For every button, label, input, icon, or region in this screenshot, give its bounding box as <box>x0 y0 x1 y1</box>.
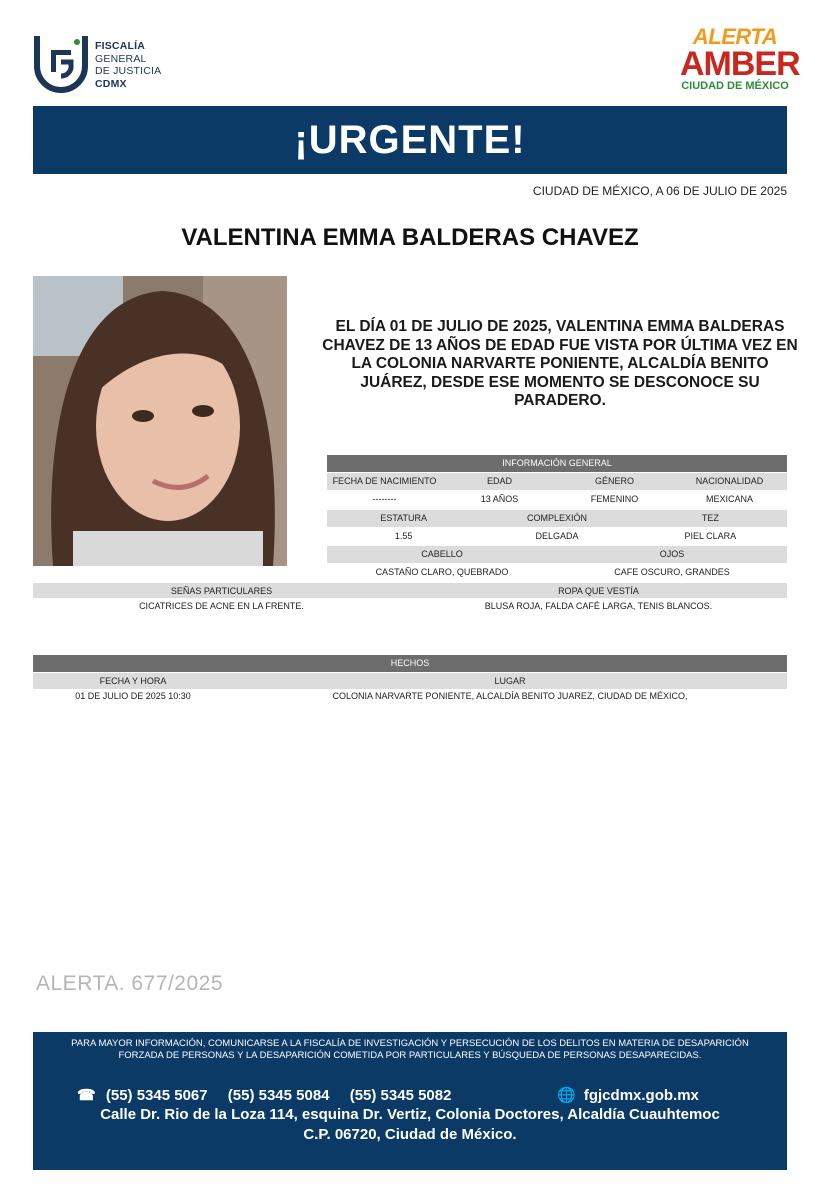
value-age: 13 AÑOS <box>480 494 519 504</box>
alerta-amber-logo <box>680 24 800 102</box>
label-build: COMPLEXIÓN <box>526 513 587 523</box>
label-birthdate: FECHA DE NACIMIENTO <box>332 476 437 486</box>
label-height: ESTATURA <box>380 513 427 523</box>
amber-line-1: ALERTA <box>692 24 778 49</box>
phone-1[interactable]: (55) 5345 5067 <box>105 1087 208 1104</box>
info-values-row-4 <box>33 598 787 615</box>
value-nationality: MEXICANA <box>705 494 753 504</box>
urgent-banner: ¡URGENTE! <box>33 106 787 174</box>
value-height: 1.55 <box>394 531 413 541</box>
label-nationality: NACIONALIDAD <box>695 476 764 486</box>
address <box>33 1105 787 1145</box>
org-line-4: CDMX <box>95 77 127 90</box>
label-clothing: ROPA QUE VESTÍA <box>558 586 639 596</box>
value-distinguishing-marks: CICATRICES DE ACNE EN LA FRENTE. <box>139 601 304 611</box>
org-line-3: DE JUSTICIA <box>95 65 162 77</box>
info-labels-row-3 <box>327 546 787 563</box>
label-place: LUGAR <box>494 676 526 686</box>
value-complexion: PIEL CLARA <box>684 531 737 541</box>
amber-line-2: AMBER <box>680 45 800 83</box>
label-distinguishing-marks: SEÑAS PARTICULARES <box>170 586 273 596</box>
value-place: COLONIA NARVARTE PONIENTE, ALCALDÍA BENITO JUAREZ, CIUDAD DE MÉXICO, <box>332 691 688 701</box>
value-gender: FEMENINO <box>590 494 639 504</box>
value-eyes: CAFE OSCURO, GRANDES <box>614 567 730 577</box>
value-hair: CASTAÑO CLARO, QUEBRADO <box>375 567 509 577</box>
address-line-1: Calle Dr. Rio de la Loza 114, esquina Dr. Vertiz, Colonia Doctores, Alcaldía Cuauhtemoc <box>100 1106 720 1123</box>
info-header: INFORMACIÓN GENERAL <box>327 455 787 472</box>
org-line-1: FISCALÍA <box>95 40 146 52</box>
hechos-values-row <box>33 689 787 704</box>
fgj-emblem-icon <box>33 32 89 94</box>
label-eyes: OJOS <box>659 549 685 559</box>
website-link[interactable]: fgjcdmx.gob.mx <box>583 1087 699 1104</box>
contact-footer <box>33 1032 787 1170</box>
value-birthdate: -------- <box>372 494 397 504</box>
hechos-header: HECHOS <box>33 655 787 672</box>
info-values-row-3 <box>327 564 787 581</box>
address-line-2: C.P. 06720, Ciudad de México. <box>303 1126 517 1143</box>
alert-number: ALERTA. 677/2025 <box>36 972 224 995</box>
dateline: CIUDAD DE MÉXICO, A 06 DE JULIO DE 2025 <box>532 184 787 198</box>
footer-disclaimer: PARA MAYOR INFORMACIÓN, COMUNICARSE A LA FISCALÍA DE INVESTIGACIÓN Y PERSECUCIÓN DE LOS DELITOS EN MATERIA DE DESAPARICIÓN FORZADA DE PERSONAS Y LA DESAPARICIÓN COMETIDA POR PARTICULARES Y BÚSQUEDA DE PERSONAS DESAPARECIDAS. <box>71 1038 749 1061</box>
globe-icon: 🌐 <box>557 1087 576 1104</box>
value-clothing: BLUSA ROJA, FALDA CAFÉ LARGA, TENIS BLANCOS. <box>484 601 713 611</box>
label-complexion: TEZ <box>701 513 719 523</box>
value-date-time: 01 DE JULIO DE 2025 10:30 <box>75 691 191 701</box>
label-date-time: FECHA Y HORA <box>99 676 167 686</box>
person-photo <box>33 276 287 566</box>
person-name: VALENTINA EMMA BALDERAS CHAVEZ <box>181 224 639 251</box>
amber-line-3: CIUDAD DE MÉXICO <box>681 80 789 92</box>
hechos-labels-row <box>33 673 787 690</box>
fgj-logo <box>33 32 173 98</box>
info-values-row-1 <box>327 491 787 508</box>
label-hair: CABELLO <box>421 549 463 559</box>
case-summary: EL DÍA 01 DE JULIO DE 2025, VALENTINA EMMA BALDERAS CHAVEZ DE 13 AÑOS DE EDAD FUE VISTA POR ÚLTIMA VEZ EN LA COLONIA NARVARTE PONIENTE, ALCALDÍA BENITO JUÁREZ, DESDE ESE MOMENTO SE DESCONOCE SU PARADERO. <box>322 318 798 409</box>
phone-3[interactable]: (55) 5345 5082 <box>349 1087 452 1104</box>
phone-2[interactable]: (55) 5345 5084 <box>227 1087 330 1104</box>
info-labels-row-2 <box>327 510 787 527</box>
info-values-row-2 <box>327 528 787 545</box>
label-age: EDAD <box>486 476 512 486</box>
label-gender: GÉNERO <box>594 476 634 486</box>
website <box>557 1086 699 1104</box>
phone-numbers <box>77 1086 451 1104</box>
info-labels-row-1 <box>327 473 787 490</box>
portrait-image <box>33 276 287 566</box>
value-build: DELGADA <box>535 531 579 541</box>
phone-icon: ☎ <box>77 1087 96 1104</box>
org-line-2: GENERAL <box>95 52 147 65</box>
